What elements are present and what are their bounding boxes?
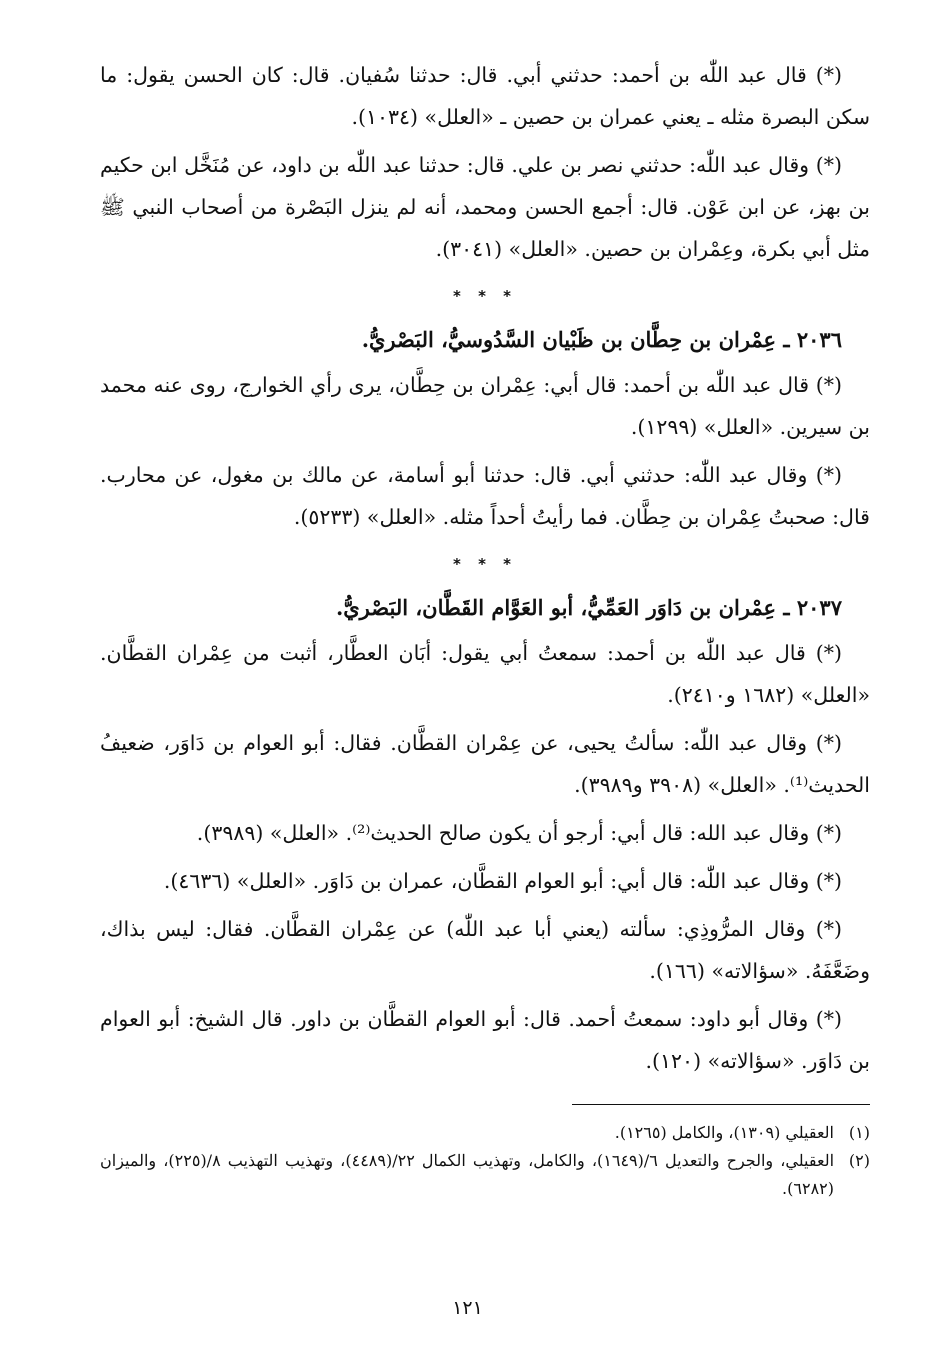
footnote-number: (٢)	[848, 1151, 871, 1170]
paragraph: (*) وقال عبد اللّٰه: حدثني نصر بن علي. قال: حدثنا عبد اللّٰه بن داود، عن مُنَخَّل ابن حكيم بن بهز، عن ابن عَوْن. قال: أجمع الحسن ومحمد، أنه لم ينزل البَصْرة من أصحاب النبي ﷺ مثل أبي بكرة، وعِمْران بن حصين. «العلل» (٣٠٤١).	[100, 153, 870, 261]
footnote	[100, 1119, 870, 1147]
paragraph: (*) وقال عبد الله: قال أبي: أرجو أن يكون صالح الحديث⁽²⁾. «العلل» (٣٩٨٩).	[196, 821, 842, 845]
paragraph: (*) وقال عبد اللّٰه: قال أبي: أبو العوام القطَّان، عمران بن دَاوَر. «العلل» (٤٦٣٦).	[163, 869, 842, 893]
paragraph: (*) وقال عبد اللّٰه: سألتُ يحيى، عن عِمْران القطَّان. فقال: أبو العوام بن دَاوَر، ضعيفُ الحديث⁽¹⁾. «العلل» (٣٩٠٨ و٣٩٨٩).	[100, 731, 870, 797]
paragraph: (*) وقال المرُّوذِي: سألته (يعني أبا عبد اللّٰه) عن عِمْران القطَّان. فقال: ليس بذاك، وضَعَّفَهُ. «سؤالاته» (١٦٦).	[100, 917, 870, 983]
section-separator: * * *	[453, 287, 517, 305]
paragraph: (*) قال عبد اللّٰه بن أحمد: حدثني أبي. قال: حدثنا سُفيان. قال: كان الحسن يقول: ما سكن البصرة مثله ـ يعني عمران بن حصين ـ «العلل» (١٠٣٤).	[100, 63, 870, 129]
footnote-text: العقيلي (١٣٠٩)، والكامل (١٢٦٥).	[614, 1123, 834, 1142]
paragraph: (*) قال عبد اللّٰه بن أحمد: قال أبي: عِمْران بن حِطَّان، يرى رأي الخوارج، روى عنه محمد بن سيرين. «العلل» (١٢٩٩).	[100, 373, 870, 439]
paragraph: (*) وقال أبو داود: سمعتُ أحمد. قال: أبو العوام القطَّان بن داور. قال الشيخ: أبو العوام بن دَاوَر. «سؤالاته» (١٢٠).	[100, 1007, 870, 1073]
footnote-divider	[572, 1104, 870, 1105]
page-number: ١٢١	[452, 1297, 483, 1319]
footnote	[100, 1147, 870, 1203]
paragraph: (*) وقال عبد اللّٰه: حدثني أبي. قال: حدثنا أبو أسامة، عن مالك بن مغول، عن محارب. قال: صحبتُ عِمْران بن حِطَّان. فما رأيتُ أحداً مثله. «العلل» (٥٢٣٣).	[100, 463, 870, 529]
footnote-text: العقيلي، والجرح والتعديل ٦/(١٦٤٩)، والكامل، وتهذيب الكمال ٢٢/(٤٤٨٩)، وتهذيب التهذيب ٨/(٢٢٥)، والميزان (٦٢٨٢).	[100, 1151, 835, 1198]
paragraph: (*) قال عبد اللّٰه بن أحمد: سمعتُ أبي يقول: أبَان العطَّار، أثبت من عِمْران القطَّان. «العلل» (١٦٨٢ و٢٤١٠).	[100, 641, 870, 707]
entry-heading: ٢٠٣٧ ـ عِمْران بن دَاوَر العَمِّيُّ، أبو العَوَّام القَطَّان، البَصْريُّ.	[335, 595, 842, 620]
footnote-number: (١)	[848, 1123, 870, 1142]
page-body	[100, 54, 870, 1203]
entry-heading: ٢٠٣٦ ـ عِمْران بن حِطَّان بن ظَبْيان السَّدُوسيُّ، البَصْريُّ.	[361, 327, 842, 352]
section-separator: * * *	[453, 555, 517, 573]
